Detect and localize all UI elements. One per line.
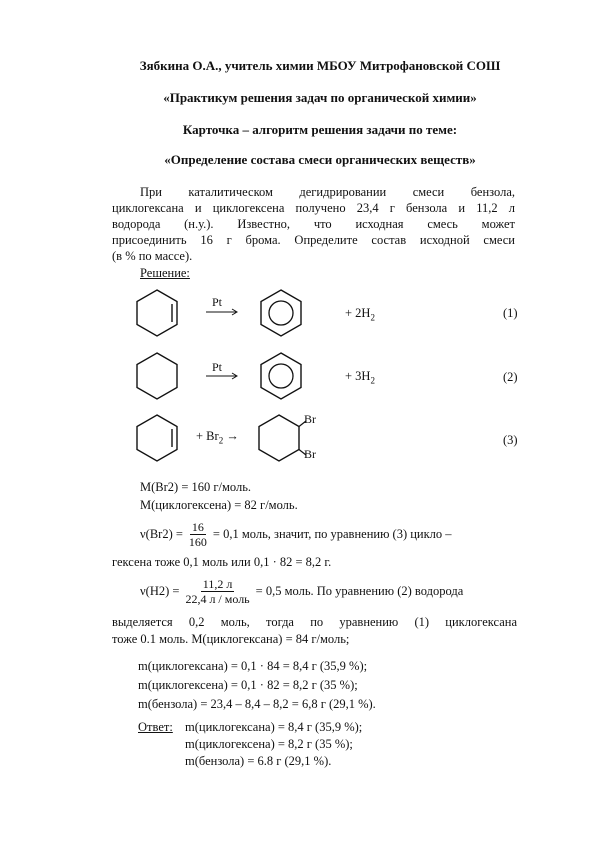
mass-benzene: m(бензола) = 23,4 – 8,4 – 8,2 = 6,8 г (29,1 %). — [138, 697, 376, 711]
problem-line: присоединить 16 г брома. Определите состав исходной смеси — [112, 233, 515, 247]
author-line: Зябкина О.А., учитель химии МБОУ Митрофановской СОШ — [139, 58, 501, 73]
catalyst-label: Pt — [212, 360, 223, 374]
problem-line: водорода (н.у.). Известно, что исходная смесь может — [112, 217, 515, 231]
answer-line: m(бензола) = 6.8 г (29,1 %). — [185, 754, 332, 768]
product-hydrogen: + $2H_2$ — [345, 306, 375, 323]
cyclohexene-structure — [134, 413, 180, 463]
calc-line: тоже 0.1 моль. M(циклогексана) = 84 г/моль; — [112, 632, 350, 646]
mass-cyclohexene: m(циклогексена) = 0,1 · 82 = 8,2 г (35 %); — [138, 678, 358, 692]
cyclohexene-structure — [134, 288, 180, 338]
answer-label: Ответ: — [138, 720, 173, 734]
cyclohexane-structure — [134, 351, 180, 401]
nu-h2-line: ν(H2) = $\frac{11,2 л}{\text{22,4 л / моль}}$ = 0,5 моль. По уравнению (2) водорода — [140, 577, 464, 606]
equation-number: (2) — [503, 370, 518, 384]
molar-mass-br2: M(Br2) = 160 г/моль. — [140, 480, 252, 494]
problem-line: циклогексана и циклогексена получено 23,4 г бензола и 11,2 л — [112, 201, 515, 215]
product-hydrogen: + $3H_2$ — [345, 369, 375, 386]
equation-number: (1) — [503, 306, 518, 320]
bromine-label-top: Br — [304, 412, 316, 426]
nu-br2-line: ν(Br2) = $\frac{16}{160}$ = 0,1 моль, значит, по уравнению (3) цикло – — [140, 520, 452, 549]
equation-number: (3) — [503, 433, 518, 447]
calc-line: гексена тоже 0,1 моль или 0,1 · 82 = 8,2 г. — [112, 555, 332, 569]
reaction-arrow — [206, 372, 240, 380]
topic-title: «Определение состава смеси органических веществ» — [164, 152, 476, 167]
catalyst-label: Pt — [212, 295, 223, 309]
problem-line: При каталитическом дегидрировании смеси бензола, — [140, 185, 515, 199]
benzene-structure — [258, 351, 304, 401]
bromine-label-bottom: Br — [304, 447, 316, 461]
reaction-arrow — [206, 308, 240, 316]
problem-line: (в % по массе). — [112, 249, 193, 263]
solution-label: Решение: — [140, 266, 190, 280]
answer-line: m(циклогексана) = 8,4 г (35,9 %); — [185, 720, 363, 734]
card-title: Карточка – алгоритм решения задачи по теме: — [182, 122, 458, 137]
benzene-structure — [258, 288, 304, 338]
molar-mass-cyclohexene: M(циклогексена) = 82 г/моль. — [140, 498, 298, 512]
answer-line: m(циклогексена) = 8,2 г (35 %); — [185, 737, 353, 751]
calc-line: выделяется 0,2 моль, тогда по уравнению (1) циклогексана — [112, 615, 517, 629]
bromine-reagent: + $Br_2$ → — [196, 429, 239, 446]
workshop-title: «Практикум решения задач по органической химии» — [163, 90, 477, 105]
mass-cyclohexane: m(циклогексана) = 0,1 · 84 = 8,4 г (35,9 %); — [138, 659, 368, 673]
